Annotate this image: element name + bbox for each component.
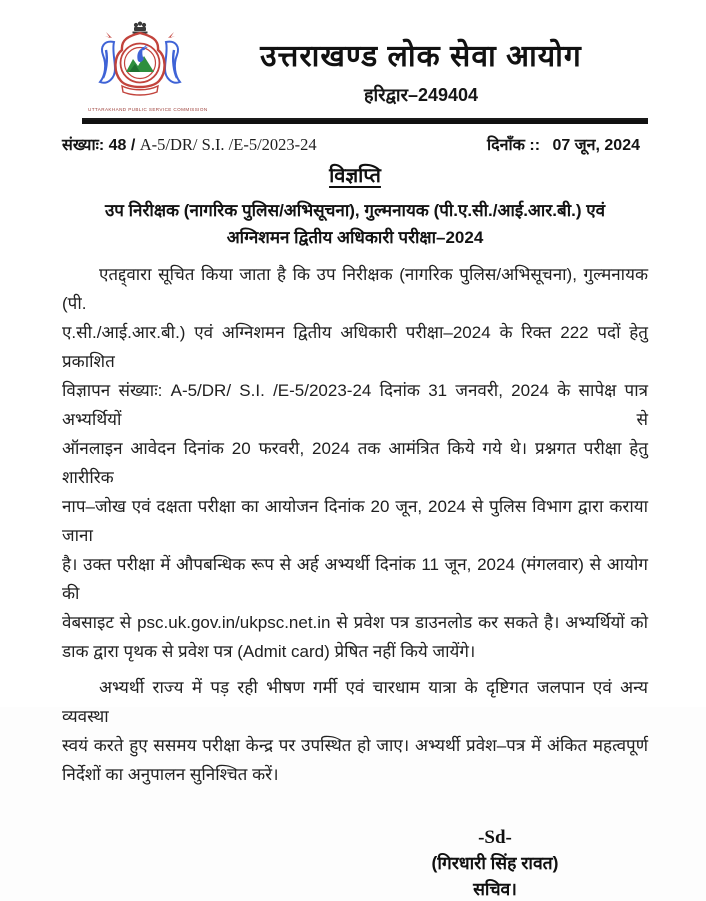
commission-emblem xyxy=(88,20,208,112)
organization-name: उत्तराखण्ड लोक सेवा आयोग xyxy=(260,40,582,73)
notice-heading: विज्ञप्ति xyxy=(329,165,381,187)
signature-sd: -Sd- xyxy=(478,827,512,848)
notice-date xyxy=(487,133,648,155)
para1-line: एतद्द्वारा सूचित किया जाता है कि उप निरीक्षक (नागरिक पुलिस/अभिसूचना), गुल्मनायक (पी. xyxy=(62,265,648,313)
para1-line: है। उक्त परीक्षा में औपबन्धिक रूप से अर्ह अभ्यर्थी दिनांक 11 जून, 2024 (मंगलवार) से आयोग की xyxy=(62,555,648,603)
reference-number-bold: 48 / xyxy=(108,137,136,154)
para1-line: नाप–जोख एवं दक्षता परीक्षा का आयोजन दिनांक 20 जून, 2024 से पुलिस विभाग द्वारा कराया जाना xyxy=(62,497,648,545)
header-divider xyxy=(82,118,648,124)
signatory-designation: सचिव। xyxy=(473,879,517,899)
reference-row xyxy=(62,133,648,155)
body-paragraph-2 xyxy=(62,673,648,789)
para1-line: ऑनलाइन आवेदन दिनांक 20 फरवरी, 2024 तक आमंत्रित किये गये थे। प्रश्नगत परीक्षा हेतु शारीरिक xyxy=(62,439,648,487)
reference-number-code: A-5/DR/ S.I. /E-5/2023-24 xyxy=(139,135,317,154)
para1-line: विज्ञापन संख्याः: A-5/DR/ S.I. /E-5/2023-24 दिनांक 31 जनवरी, 2024 के सापेक्ष पात्र अभ्यर्थियों से xyxy=(62,381,648,429)
para2-line: स्वयं करते हुए ससमय परीक्षा केन्द्र पर उपस्थित हो जाए। अभ्यर्थी प्रवेश–पत्र में अंकित महत्वपूर्ण xyxy=(62,736,648,755)
date-label: दिनाँक :: xyxy=(487,137,541,154)
letterhead xyxy=(62,20,648,112)
para2-line: निर्देशों का अनुपालन सुनिश्चित करें। xyxy=(62,765,279,784)
para2-line: अभ्यर्थी राज्य में पड़ रही भीषण गर्मी एवं चारधाम यात्रा के दृष्टिगत जलपान एवं अन्य व्यवस्था xyxy=(62,678,648,726)
logo-caption: UTTARAKHAND PUBLIC SERVICE COMMISSION xyxy=(88,107,208,112)
notice-subject xyxy=(62,197,648,251)
upsc-emblem-icon xyxy=(88,20,192,106)
letterhead-text xyxy=(194,20,648,107)
signature-block xyxy=(380,827,610,901)
para1-line: ए.सी./आई.आर.बी.) एवं अग्निशमन द्वितीय अधिकारी परीक्षा–2024 के रिक्त 222 पदों हेतु प्रकाशित xyxy=(62,323,648,371)
subject-line-1: उप निरीक्षक (नागरिक पुलिस/अभिसूचना), गुल्मनायक (पी.ए.सी./आई.आर.बी.) एवं xyxy=(104,201,606,220)
reference-number-label: संख्याः: xyxy=(62,137,105,154)
emblem-center xyxy=(121,44,160,83)
reference-number xyxy=(62,133,317,155)
para1-line: वेबसाइट से psc.uk.gov.in/ukpsc.net.in से प्रवेश पत्र डाउनलोड कर सकते है। अभ्यर्थियों को xyxy=(62,613,648,632)
para1-line: डाक द्वारा पृथक से प्रवेश पत्र (Admit card) प्रेषित नहीं किये जायेंगे। xyxy=(62,642,476,661)
body-paragraph-1 xyxy=(62,260,648,666)
signatory-name: (गिरधारी सिंह रावत) xyxy=(431,853,559,873)
ashoka-pillar-icon xyxy=(133,22,148,34)
subject-line-2: अग्निशमन द्वितीय अधिकारी परीक्षा–2024 xyxy=(226,228,484,247)
organization-address: हरिद्वार–249404 xyxy=(363,85,479,105)
date-value: 07 जून, 2024 xyxy=(552,137,640,154)
